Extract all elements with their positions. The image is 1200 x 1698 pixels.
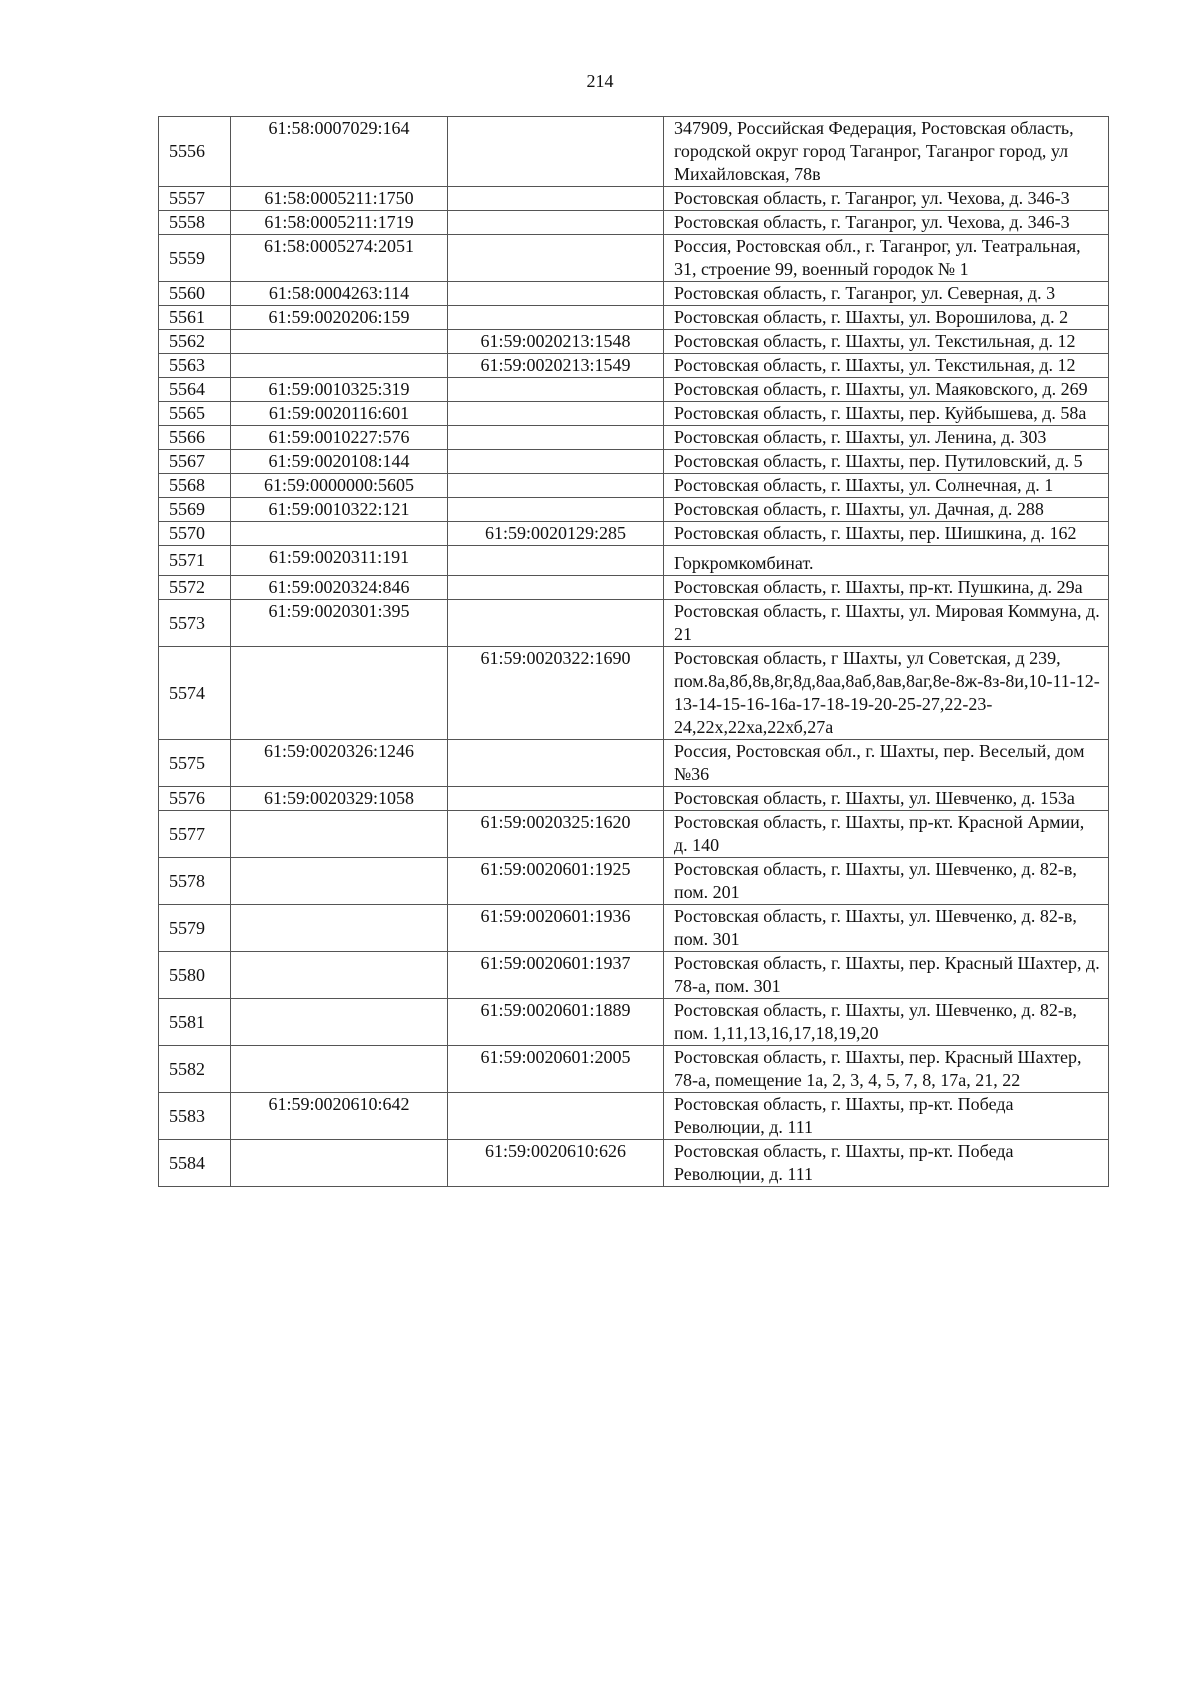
- building-cadastral-number-cell: [448, 211, 664, 235]
- row-number-cell: 5569: [159, 498, 231, 522]
- row-number-cell: 5581: [159, 999, 231, 1046]
- land-cadastral-number-cell: [231, 522, 448, 546]
- registry-table-body: [159, 117, 1109, 1187]
- row-number-cell: 5564: [159, 378, 231, 402]
- land-cadastral-number-cell: 61:58:0005211:1750: [231, 187, 448, 211]
- address-cell: Ростовская область, г. Шахты, пр-кт. Победа Революции, д. 111: [664, 1140, 1109, 1187]
- table-row: [159, 952, 1109, 999]
- building-cadastral-number-cell: [448, 117, 664, 187]
- building-cadastral-number-cell: [448, 426, 664, 450]
- address-cell: Россия, Ростовская обл., г. Таганрог, ул. Театральная, 31, строение 99, военный городок № 1: [664, 235, 1109, 282]
- building-cadastral-number-cell: [448, 187, 664, 211]
- row-number-cell: 5582: [159, 1046, 231, 1093]
- table-row: [159, 402, 1109, 426]
- row-number-cell: 5576: [159, 787, 231, 811]
- row-number-cell: 5556: [159, 117, 231, 187]
- row-number-cell: 5572: [159, 576, 231, 600]
- row-number-cell: 5567: [159, 450, 231, 474]
- building-cadastral-number-cell: [448, 740, 664, 787]
- building-cadastral-number-cell: 61:59:0020129:285: [448, 522, 664, 546]
- address-cell: Ростовская область, г. Шахты, ул. Ленина, д. 303: [664, 426, 1109, 450]
- table-row: [159, 474, 1109, 498]
- address-cell: Ростовская область, г. Шахты, пр-кт. Победа Революции, д. 111: [664, 1093, 1109, 1140]
- land-cadastral-number-cell: 61:59:0020206:159: [231, 306, 448, 330]
- address-cell: Ростовская область, г. Шахты, ул. Солнечная, д. 1: [664, 474, 1109, 498]
- building-cadastral-number-cell: 61:59:0020322:1690: [448, 647, 664, 740]
- table-row: [159, 330, 1109, 354]
- row-number-cell: 5558: [159, 211, 231, 235]
- address-cell: Ростовская область, г. Шахты, пр-кт. Пушкина, д. 29а: [664, 576, 1109, 600]
- building-cadastral-number-cell: [448, 546, 664, 576]
- row-number-cell: 5574: [159, 647, 231, 740]
- land-cadastral-number-cell: 61:59:0020311:191: [231, 546, 448, 576]
- land-cadastral-number-cell: [231, 1140, 448, 1187]
- land-cadastral-number-cell: [231, 1046, 448, 1093]
- building-cadastral-number-cell: 61:59:0020610:626: [448, 1140, 664, 1187]
- address-cell: Россия, Ростовская обл., г. Шахты, пер. Веселый, дом №36: [664, 740, 1109, 787]
- table-row: [159, 211, 1109, 235]
- row-number-cell: 5561: [159, 306, 231, 330]
- building-cadastral-number-cell: 61:59:0020601:2005: [448, 1046, 664, 1093]
- address-cell: Ростовская область, г. Шахты, ул. Ворошилова, д. 2: [664, 306, 1109, 330]
- table-row: [159, 576, 1109, 600]
- land-cadastral-number-cell: [231, 330, 448, 354]
- row-number-cell: 5566: [159, 426, 231, 450]
- building-cadastral-number-cell: [448, 1093, 664, 1140]
- address-cell: Горкромкомбинат.: [664, 546, 1109, 576]
- table-row: [159, 740, 1109, 787]
- land-cadastral-number-cell: [231, 647, 448, 740]
- table-row: [159, 787, 1109, 811]
- land-cadastral-number-cell: [231, 354, 448, 378]
- table-row: [159, 1093, 1109, 1140]
- building-cadastral-number-cell: 61:59:0020601:1937: [448, 952, 664, 999]
- address-cell: 347909, Российская Федерация, Ростовская область, городской округ город Таганрог, Таганрог город, ул Михайловская, 78в: [664, 117, 1109, 187]
- address-cell: Ростовская область, г. Шахты, ул. Шевченко, д. 82-в, пом. 301: [664, 905, 1109, 952]
- address-cell: Ростовская область, г. Шахты, ул. Дачная, д. 288: [664, 498, 1109, 522]
- page-number: 214: [586, 71, 614, 91]
- table-row: [159, 117, 1109, 187]
- land-cadastral-number-cell: 61:58:0007029:164: [231, 117, 448, 187]
- building-cadastral-number-cell: [448, 600, 664, 647]
- table-row: [159, 426, 1109, 450]
- row-number-cell: 5573: [159, 600, 231, 647]
- land-cadastral-number-cell: 61:59:0020108:144: [231, 450, 448, 474]
- building-cadastral-number-cell: 61:59:0020213:1548: [448, 330, 664, 354]
- row-number-cell: 5559: [159, 235, 231, 282]
- address-cell: Ростовская область, г. Шахты, ул. Шевченко, д. 153а: [664, 787, 1109, 811]
- land-cadastral-number-cell: [231, 999, 448, 1046]
- building-cadastral-number-cell: 61:59:0020213:1549: [448, 354, 664, 378]
- address-cell: Ростовская область, г Шахты, ул Советская, д 239, пом.8а,8б,8в,8г,8д,8аа,8аб,8ав,8аг,8е-8ж-8з-8и,10-11-12-13-14-15-16-16а-17-18-19-20-25-27,22-23-24,22х,22ха,22хб,27а: [664, 647, 1109, 740]
- address-cell: Ростовская область, г. Шахты, пер. Куйбышева, д. 58а: [664, 402, 1109, 426]
- table-row: [159, 378, 1109, 402]
- table-row: [159, 354, 1109, 378]
- table-row: [159, 600, 1109, 647]
- address-cell: Ростовская область, г. Таганрог, ул. Чехова, д. 346-3: [664, 187, 1109, 211]
- land-cadastral-number-cell: 61:59:0020116:601: [231, 402, 448, 426]
- land-cadastral-number-cell: 61:59:0020610:642: [231, 1093, 448, 1140]
- building-cadastral-number-cell: [448, 378, 664, 402]
- building-cadastral-number-cell: [448, 235, 664, 282]
- building-cadastral-number-cell: [448, 282, 664, 306]
- table-row: [159, 498, 1109, 522]
- table-row: [159, 306, 1109, 330]
- land-cadastral-number-cell: 61:59:0020324:846: [231, 576, 448, 600]
- row-number-cell: 5563: [159, 354, 231, 378]
- row-number-cell: 5568: [159, 474, 231, 498]
- address-cell: Ростовская область, г. Шахты, ул. Текстильная, д. 12: [664, 330, 1109, 354]
- building-cadastral-number-cell: [448, 498, 664, 522]
- table-row: [159, 546, 1109, 576]
- table-row: [159, 1046, 1109, 1093]
- row-number-cell: 5570: [159, 522, 231, 546]
- address-cell: Ростовская область, г. Таганрог, ул. Северная, д. 3: [664, 282, 1109, 306]
- row-number-cell: 5579: [159, 905, 231, 952]
- address-cell: Ростовская область, г. Шахты, пер. Красный Шахтер, д. 78-а, пом. 301: [664, 952, 1109, 999]
- land-cadastral-number-cell: 61:59:0010227:576: [231, 426, 448, 450]
- table-row: [159, 282, 1109, 306]
- address-cell: Ростовская область, г. Шахты, пр-кт. Красной Армии, д. 140: [664, 811, 1109, 858]
- address-cell: Ростовская область, г. Таганрог, ул. Чехова, д. 346-3: [664, 211, 1109, 235]
- building-cadastral-number-cell: [448, 787, 664, 811]
- building-cadastral-number-cell: [448, 402, 664, 426]
- table-row: [159, 1140, 1109, 1187]
- land-cadastral-number-cell: 61:58:0004263:114: [231, 282, 448, 306]
- land-cadastral-number-cell: 61:59:0000000:5605: [231, 474, 448, 498]
- address-cell: Ростовская область, г. Шахты, ул. Мировая Коммуна, д. 21: [664, 600, 1109, 647]
- row-number-cell: 5575: [159, 740, 231, 787]
- address-cell: Ростовская область, г. Шахты, ул. Шевченко, д. 82-в, пом. 1,11,13,16,17,18,19,20: [664, 999, 1109, 1046]
- table-row: [159, 235, 1109, 282]
- row-number-cell: 5578: [159, 858, 231, 905]
- row-number-cell: 5580: [159, 952, 231, 999]
- table-row: [159, 450, 1109, 474]
- row-number-cell: 5565: [159, 402, 231, 426]
- address-cell: Ростовская область, г. Шахты, ул. Текстильная, д. 12: [664, 354, 1109, 378]
- table-row: [159, 905, 1109, 952]
- building-cadastral-number-cell: 61:59:0020325:1620: [448, 811, 664, 858]
- land-cadastral-number-cell: [231, 905, 448, 952]
- land-cadastral-number-cell: 61:59:0020301:395: [231, 600, 448, 647]
- building-cadastral-number-cell: [448, 306, 664, 330]
- address-cell: Ростовская область, г. Шахты, ул. Шевченко, д. 82-в, пом. 201: [664, 858, 1109, 905]
- table-row: [159, 999, 1109, 1046]
- address-cell: Ростовская область, г. Шахты, пер. Путиловский, д. 5: [664, 450, 1109, 474]
- land-cadastral-number-cell: 61:58:0005211:1719: [231, 211, 448, 235]
- land-cadastral-number-cell: 61:59:0020329:1058: [231, 787, 448, 811]
- land-cadastral-number-cell: 61:58:0005274:2051: [231, 235, 448, 282]
- land-cadastral-number-cell: [231, 811, 448, 858]
- land-cadastral-number-cell: [231, 858, 448, 905]
- building-cadastral-number-cell: 61:59:0020601:1925: [448, 858, 664, 905]
- table-row: [159, 858, 1109, 905]
- building-cadastral-number-cell: [448, 474, 664, 498]
- row-number-cell: 5560: [159, 282, 231, 306]
- land-cadastral-number-cell: 61:59:0010322:121: [231, 498, 448, 522]
- row-number-cell: 5583: [159, 1093, 231, 1140]
- table-row: [159, 811, 1109, 858]
- address-cell: Ростовская область, г. Шахты, ул. Маяковского, д. 269: [664, 378, 1109, 402]
- land-cadastral-number-cell: [231, 952, 448, 999]
- row-number-cell: 5571: [159, 546, 231, 576]
- building-cadastral-number-cell: [448, 450, 664, 474]
- table-row: [159, 522, 1109, 546]
- building-cadastral-number-cell: 61:59:0020601:1889: [448, 999, 664, 1046]
- address-cell: Ростовская область, г. Шахты, пер. Красный Шахтер, 78-а, помещение 1а, 2, 3, 4, 5, 7, 8, 17а, 21, 22: [664, 1046, 1109, 1093]
- row-number-cell: 5577: [159, 811, 231, 858]
- address-cell: Ростовская область, г. Шахты, пер. Шишкина, д. 162: [664, 522, 1109, 546]
- land-cadastral-number-cell: 61:59:0010325:319: [231, 378, 448, 402]
- row-number-cell: 5584: [159, 1140, 231, 1187]
- land-cadastral-number-cell: 61:59:0020326:1246: [231, 740, 448, 787]
- building-cadastral-number-cell: 61:59:0020601:1936: [448, 905, 664, 952]
- row-number-cell: 5557: [159, 187, 231, 211]
- row-number-cell: 5562: [159, 330, 231, 354]
- table-row: [159, 187, 1109, 211]
- building-cadastral-number-cell: [448, 576, 664, 600]
- table-row: [159, 647, 1109, 740]
- registry-table: [158, 116, 1109, 1187]
